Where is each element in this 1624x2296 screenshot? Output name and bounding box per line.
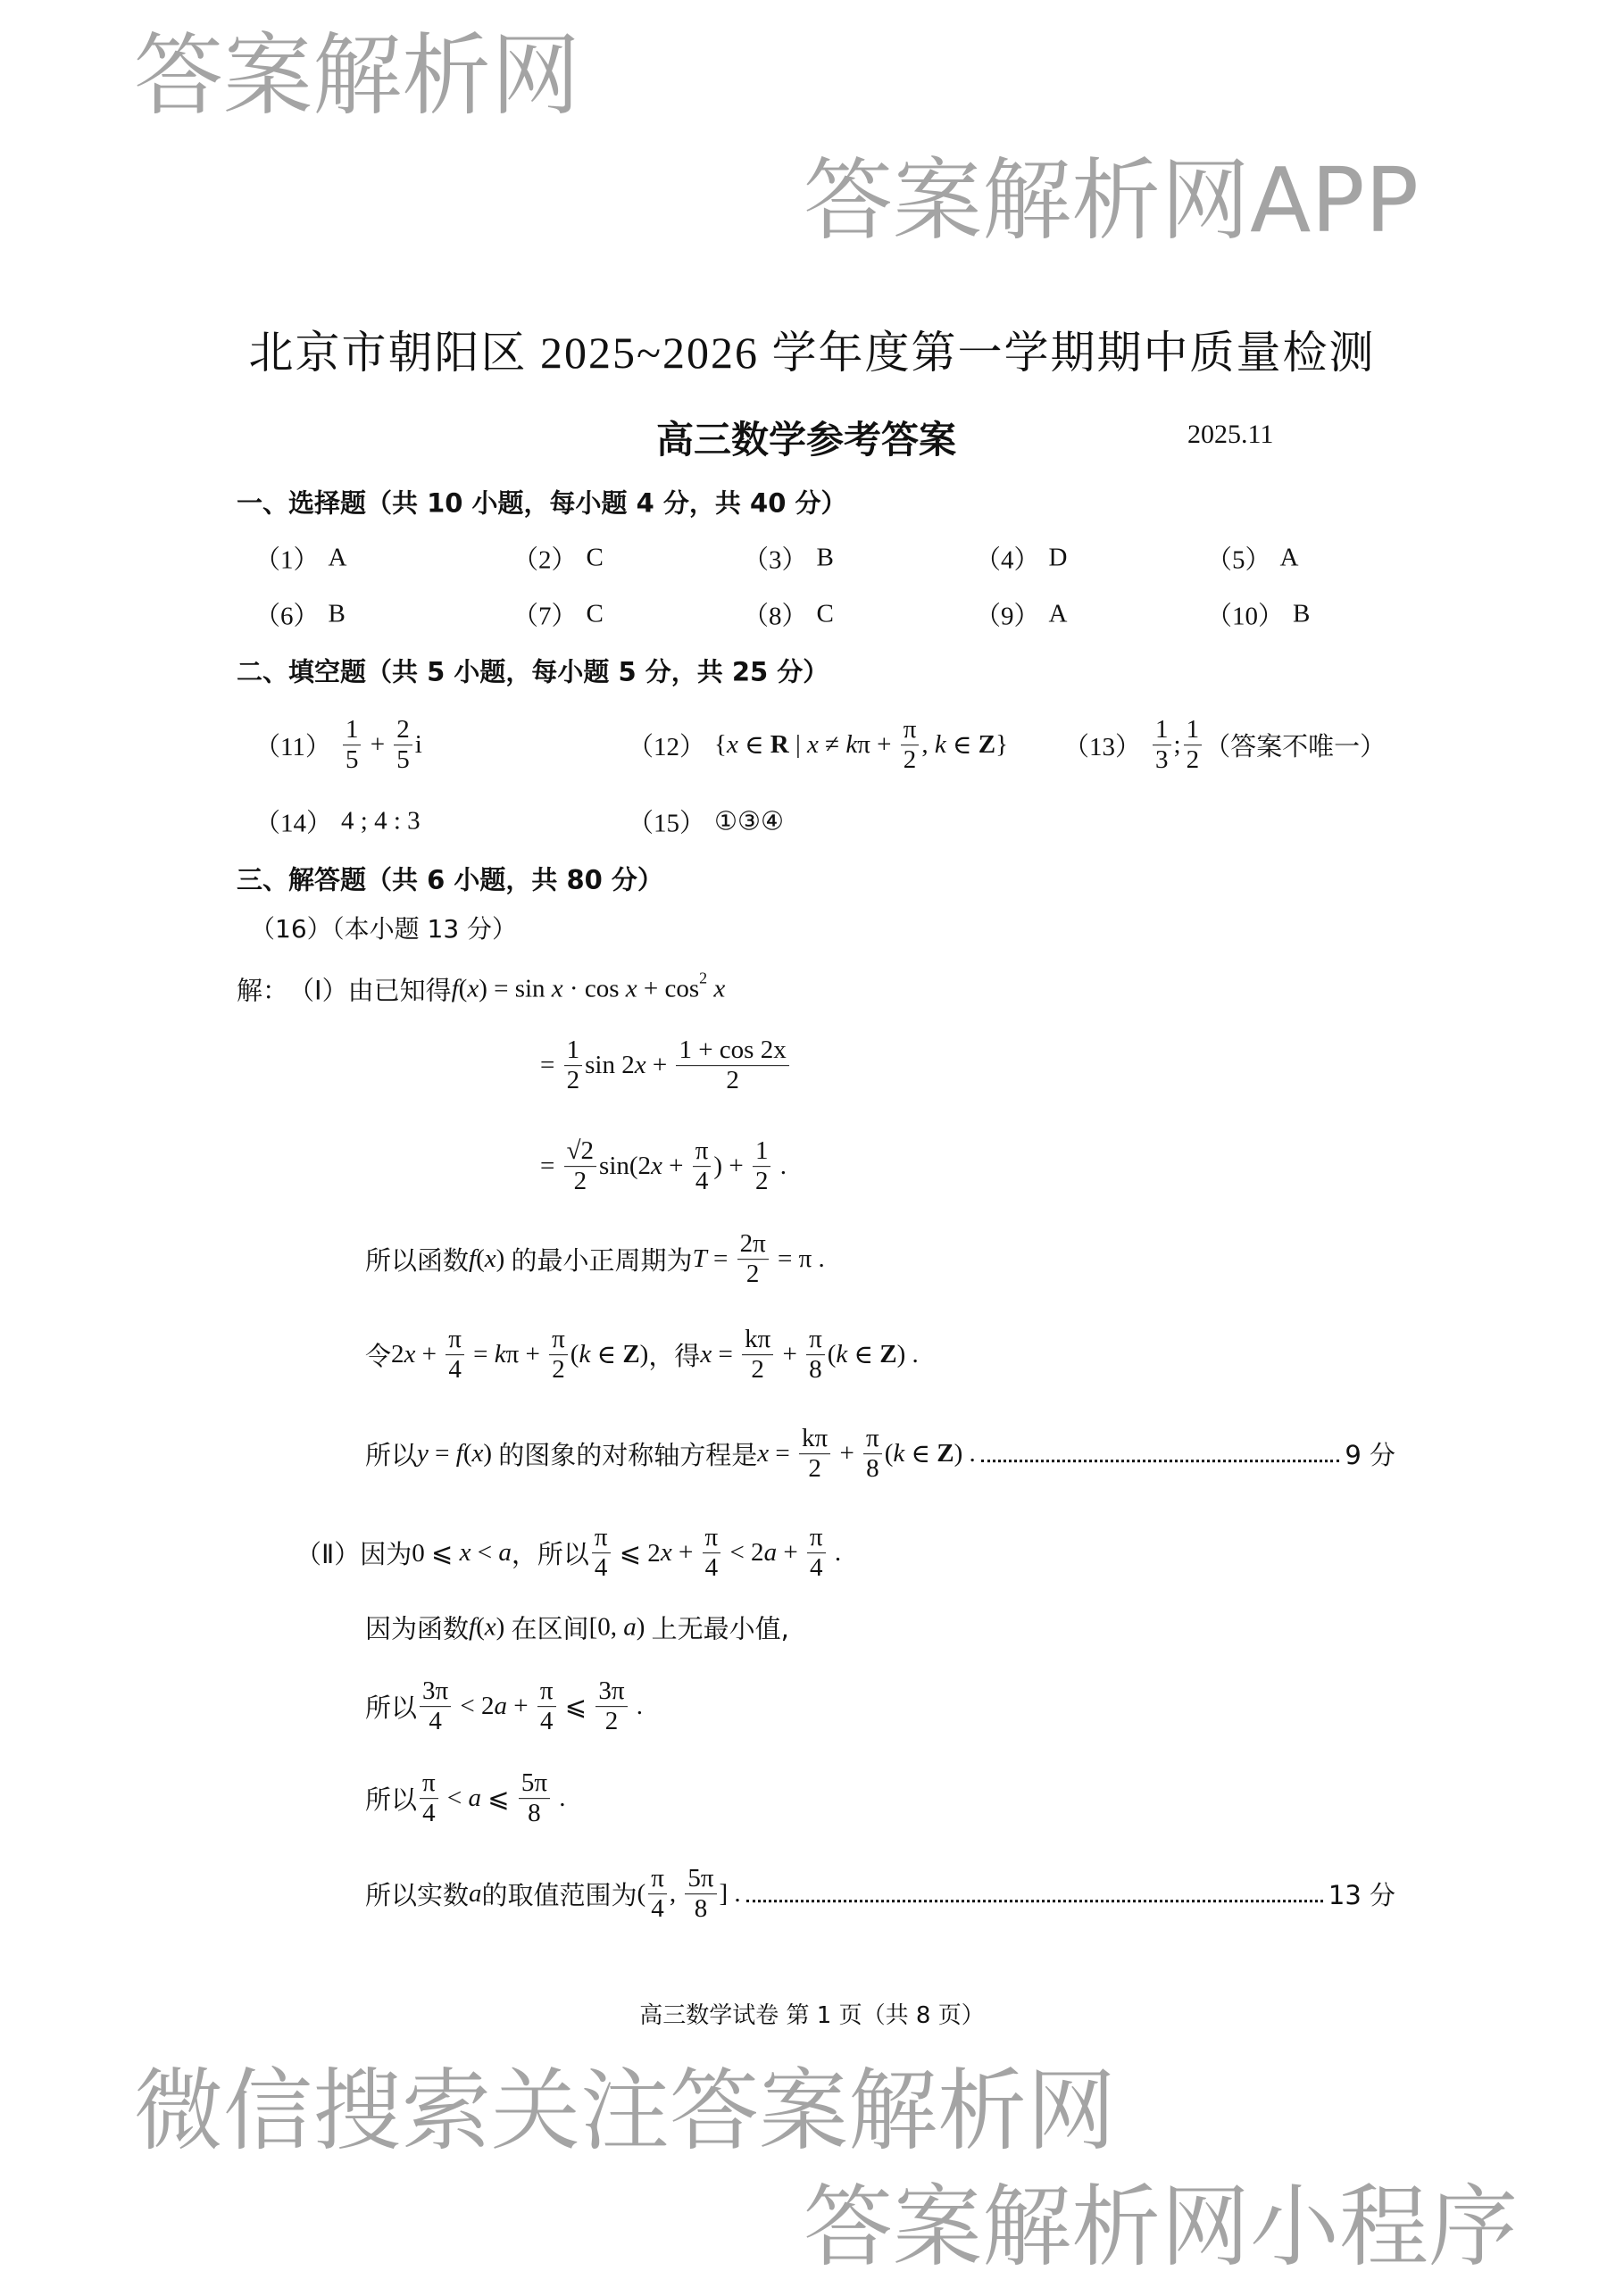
document-subtitle: 高三数学参考答案 [656,418,957,462]
fill-answer [254,803,421,840]
watermark-text: 答案解析网小程序 [804,2175,1518,2279]
math-text: = [466,1340,495,1369]
section-heading-solve: 三、解答题（共 6 小题，共 80 分） [237,864,663,895]
math-text: ∈ [590,1341,623,1370]
fraction [703,1523,721,1584]
text-run: （Ⅰ）由已知得 [288,975,452,1006]
fraction-denominator: 4 [594,1553,608,1583]
fraction-numerator: 1 [753,1136,771,1167]
math-text: + [671,1538,700,1568]
fraction-denominator: 5 [396,745,410,775]
math-text: ) [636,1612,652,1642]
math-variable: x [625,974,637,1003]
answer-value: B [328,599,346,628]
math-text: 4 ; 4 : 3 [341,806,421,836]
choice-answer [975,540,1067,577]
math-text: = [769,1439,797,1468]
math-variable: x [713,974,726,1003]
watermark-text: 微信搜索关注答案解析网 [134,2059,1116,2163]
math-text: + [777,1538,804,1568]
math-variable: y [417,1439,429,1468]
math-text: ∈ [904,1440,937,1469]
math-text: sin(2 [599,1152,652,1181]
question-number: （3） [743,545,808,575]
text-run: 所以实数 [365,1880,470,1911]
fraction [537,1676,556,1737]
answer-value: C [586,599,604,628]
score-label: 9 分 [1345,1440,1395,1471]
section-heading-fill: 二、填空题（共 5 小题，每小题 5 分，共 25 分） [237,656,829,687]
math-text: ( [827,1340,837,1369]
fraction-denominator: 8 [694,1894,708,1924]
math-set-symbol: R [770,730,789,760]
math-text: + [415,1340,444,1369]
fraction [685,1864,716,1925]
answer-value: B [816,543,834,572]
math-variable: k [934,730,946,760]
math-text: i [414,730,422,760]
fraction-numerator: π [863,1424,882,1454]
fraction-numerator: 3π [595,1676,627,1707]
math-text: < 2 [454,1692,495,1721]
math-text: ⩽ [558,1693,594,1722]
math-variable: f [469,1612,477,1642]
text-run: 上无最小值, [651,1613,789,1644]
math-set-symbol: Z [622,1340,640,1369]
math-variable: k [845,730,858,760]
fraction-numerator: π [592,1523,611,1553]
choice-answer [512,596,604,633]
fraction [595,1676,627,1737]
fraction-numerator: 1 + cos 2x [676,1036,788,1066]
fraction [753,1136,771,1197]
choice-answer [1206,596,1310,633]
math-text: ( [476,1244,485,1274]
fraction-denominator: 3 [1155,745,1169,775]
math-text: + [662,1152,690,1181]
fraction [806,1325,825,1385]
fraction [564,1136,596,1197]
solution-line [365,1676,643,1737]
fraction-numerator: 3π [420,1676,451,1707]
fraction [549,1325,568,1385]
math-variable: x [757,1439,770,1468]
math-variable: x [551,974,563,1003]
math-text: < 2 [723,1538,764,1568]
text-run: 令 [365,1341,392,1372]
text-run: ，得 [648,1341,701,1372]
dotted-leader [746,1901,1323,1903]
fraction-denominator: 4 [448,1355,462,1385]
fraction-denominator: 4 [651,1894,664,1924]
math-text: + [645,1051,674,1080]
math-text: < [471,1538,499,1568]
fraction [676,1036,788,1096]
math-variable: a [763,1538,778,1568]
fraction-denominator: 4 [810,1553,823,1583]
fraction-numerator: π [703,1523,721,1553]
math-text: ①③④ [714,807,785,836]
fraction-denominator: 2 [604,1707,619,1736]
choice-answer [512,540,604,577]
math-text: ( [637,1879,646,1909]
math-text: + [507,1692,535,1721]
choice-answer [975,596,1067,633]
section-heading-choice: 一、选择题（共 10 小题，每小题 4 分，共 40 分） [237,487,847,519]
fraction [343,715,362,776]
math-text: ∈ [847,1341,880,1370]
math-set-symbol: Z [879,1340,897,1369]
dotted-leader [981,1460,1340,1463]
math-variable: T [692,1244,707,1274]
text-run: 所以 [365,1693,418,1724]
fraction-numerator: 1 [1184,715,1203,745]
fraction [420,1676,451,1737]
math-variable: x [467,974,479,1003]
math-text: , [921,730,935,760]
answer-value: A [1048,599,1068,628]
solution-line [540,1036,792,1096]
math-text: < [440,1784,469,1813]
math-text: ) = sin [479,974,552,1003]
question-number: （4） [975,545,1040,575]
math-text: = [428,1439,456,1468]
question-number: （2） [512,545,578,575]
answer-value: C [816,599,834,628]
math-variable: x [471,1439,484,1468]
fraction [648,1864,667,1925]
math-variable: x [700,1340,712,1369]
math-text: + [833,1439,862,1468]
fraction-denominator: 2 [552,1355,565,1385]
fraction-denominator: 2 [745,1260,760,1289]
fill-answer [628,715,1008,776]
solution-line [296,1523,841,1584]
fraction [592,1523,611,1584]
question-number: （14） [254,809,333,838]
math-text: ) . [896,1340,919,1369]
math-text: π + [505,1340,547,1369]
fraction [1184,715,1203,776]
math-text: = [540,1152,562,1181]
fraction [901,715,920,776]
math-text: ≠ [818,730,846,760]
math-text: ) [483,1439,499,1468]
fraction-numerator: 5π [685,1864,716,1894]
choice-answer [254,540,346,577]
math-text: ⩽ 2 [612,1539,661,1568]
question-number: （8） [743,602,808,631]
math-variable: k [893,1439,905,1468]
question-number: （5） [1206,545,1271,575]
math-variable: a [498,1538,512,1568]
fraction-denominator: 2 [726,1066,739,1095]
choice-answer [254,596,346,633]
watermark-text: 答案解析网 [134,23,580,128]
answer-value: A [1279,543,1299,572]
text-run: 解： [237,975,289,1006]
fill-answer [628,803,784,840]
text-run: 的取值范围为 [481,1880,637,1911]
math-variable: x [634,1051,646,1080]
fraction [863,1424,882,1485]
document-title: 北京市朝阳区 2025~2026 学年度第一学期期中质量检测 [248,328,1376,378]
fraction [446,1325,464,1385]
math-text: 2 [391,1340,404,1369]
fraction-denominator: 2 [808,1454,821,1484]
math-text: ( [570,1340,579,1369]
document-date: 2025.11 [1187,420,1274,449]
fraction-denominator: 2 [751,1355,764,1385]
math-text: ; [1173,730,1181,760]
solution-line [365,1229,825,1290]
question-number: （11） [254,733,331,762]
fraction [420,1768,438,1829]
fraction-numerator: π [901,715,920,745]
math-superscript: 2 [699,969,708,987]
fraction-numerator: π [549,1325,568,1355]
math-set-symbol: Z [978,730,996,760]
math-text: . [773,1152,787,1181]
math-text: + [776,1340,804,1369]
math-text: ] . [719,1879,741,1909]
math-text: ∈ [737,731,770,761]
fraction [394,715,412,776]
fraction-denominator: 4 [539,1707,554,1736]
math-text: ( [462,1439,472,1468]
math-text: ) . [954,1439,976,1468]
math-text: . [629,1692,644,1721]
fraction-numerator: 1 [564,1036,583,1066]
math-variable: x [726,730,738,760]
q16-heading: （16）（本小题 13 分） [250,914,518,944]
math-variable: f [469,1244,477,1274]
fill-answer [1063,715,1386,776]
fraction-numerator: π [807,1523,826,1553]
math-variable: k [836,1340,848,1369]
fraction [519,1768,550,1829]
math-variable: f [455,1439,463,1468]
solution-line [365,1768,566,1829]
fraction-denominator: 8 [809,1355,822,1385]
fraction-numerator: kπ [799,1424,830,1454]
fraction-denominator: 8 [528,1799,541,1828]
math-text: [0, [588,1612,624,1642]
math-text: . [828,1538,842,1568]
solution-line [540,1136,787,1197]
question-number: （7） [512,602,578,631]
math-text: ) [639,1340,649,1369]
math-set-symbol: Z [937,1439,954,1468]
math-variable: k [494,1340,506,1369]
fraction [742,1325,773,1385]
math-text: ⩽ [481,1784,516,1814]
fraction-denominator: 4 [429,1707,442,1736]
math-text: = [706,1244,735,1274]
fraction-numerator: 5π [519,1768,550,1799]
math-variable: x [807,730,819,760]
answer-value: B [1293,599,1311,628]
fraction-denominator: 2 [566,1066,580,1095]
fraction [737,1229,769,1290]
math-text: ) [496,1244,512,1274]
text-run: （Ⅱ）因为 [296,1539,412,1570]
answer-value: D [1048,543,1068,572]
math-text: + cos [637,974,700,1003]
math-text: = [712,1340,740,1369]
fraction-denominator: 2 [1186,745,1200,775]
solution-line [365,1864,1395,1925]
math-text: { [714,730,727,760]
solution-line [365,1424,1395,1485]
fill-answer [254,715,422,776]
fraction-denominator: 4 [422,1799,436,1828]
math-variable: f [451,974,459,1003]
solution-line [365,1610,789,1646]
math-text: = [540,1051,562,1080]
choice-answer [743,540,834,577]
fraction [1153,715,1171,776]
math-text: π + [857,730,898,760]
question-number: （13） [1063,733,1142,762]
fraction-numerator: π [446,1325,464,1355]
math-variable: a [494,1692,508,1721]
fraction-numerator: π [537,1676,556,1707]
text-run: 的最小正周期为 [511,1245,693,1277]
text-run: 所以 [365,1784,418,1816]
fraction [693,1136,712,1197]
fraction-numerator: √2 [564,1136,596,1167]
math-variable: k [579,1340,591,1369]
fraction-numerator: 2 [394,715,412,745]
text-run: 的图象的对称轴方程是 [498,1440,758,1471]
text-run: 在区间 [511,1613,589,1644]
solution-line [365,1325,919,1385]
math-text: 0 ⩽ [412,1539,460,1568]
fraction-numerator: 2π [737,1229,769,1260]
math-text: ) [496,1612,512,1642]
question-number: （10） [1206,602,1285,631]
math-variable: x [651,1152,662,1181]
question-number: （15） [628,809,706,838]
math-text: = π . [770,1244,825,1274]
math-text: ( [458,974,468,1003]
math-text: ( [884,1439,894,1468]
question-number: （9） [975,602,1040,631]
fraction [807,1523,826,1584]
math-variable: x [459,1538,471,1568]
math-text: ) + [713,1152,750,1181]
math-variable: x [484,1244,496,1274]
math-variable: a [623,1612,637,1642]
math-text: | [788,730,808,760]
math-text: ∈ [945,731,979,761]
fraction-denominator: 8 [866,1454,879,1484]
fraction-denominator: 2 [754,1167,769,1196]
question-number: （12） [628,733,706,762]
math-text: , [669,1879,683,1909]
math-variable: a [468,1784,482,1813]
math-variable: x [484,1612,496,1642]
score-label: 13 分 [1328,1880,1395,1911]
math-text: ( [476,1612,485,1642]
answer-value: A [328,543,347,572]
math-text: · cos [562,974,626,1003]
text-run: ，所以 [511,1539,589,1570]
fraction-numerator: π [806,1325,825,1355]
fraction-denominator: 2 [903,745,917,775]
question-number: （1） [254,545,320,575]
page-footer: 高三数学试卷 第 1 页（共 8 页） [639,2002,985,2029]
answer-value: C [586,543,604,572]
fraction-numerator: 1 [1153,715,1171,745]
text-run: （答案不唯一） [1204,731,1387,762]
choice-answer [1206,540,1298,577]
math-text: sin 2 [585,1051,635,1080]
fraction-denominator: 2 [573,1167,587,1196]
fraction-numerator: π [693,1136,712,1167]
math-variable: a [469,1879,482,1909]
fraction-numerator: 1 [343,715,362,745]
text-run: 所以函数 [365,1245,470,1277]
fraction [564,1036,583,1096]
fraction [799,1424,830,1485]
math-text: . [553,1784,566,1813]
fraction-numerator: π [648,1864,667,1894]
math-variable: x [404,1340,416,1369]
fraction-denominator: 4 [704,1553,719,1583]
fraction-numerator: π [420,1768,438,1799]
fraction-denominator: 4 [695,1167,709,1196]
fraction-numerator: kπ [742,1325,773,1355]
text-run: 因为函数 [365,1613,470,1644]
watermark-text: 答案解析网APP [804,148,1420,253]
question-number: （6） [254,602,320,631]
text-run: 所以 [365,1440,418,1471]
math-text: + [363,730,392,760]
math-text: } [995,730,1008,760]
solution-line [237,971,725,1008]
math-variable: x [660,1538,672,1568]
fraction-denominator: 5 [345,745,359,775]
choice-answer [743,596,834,633]
